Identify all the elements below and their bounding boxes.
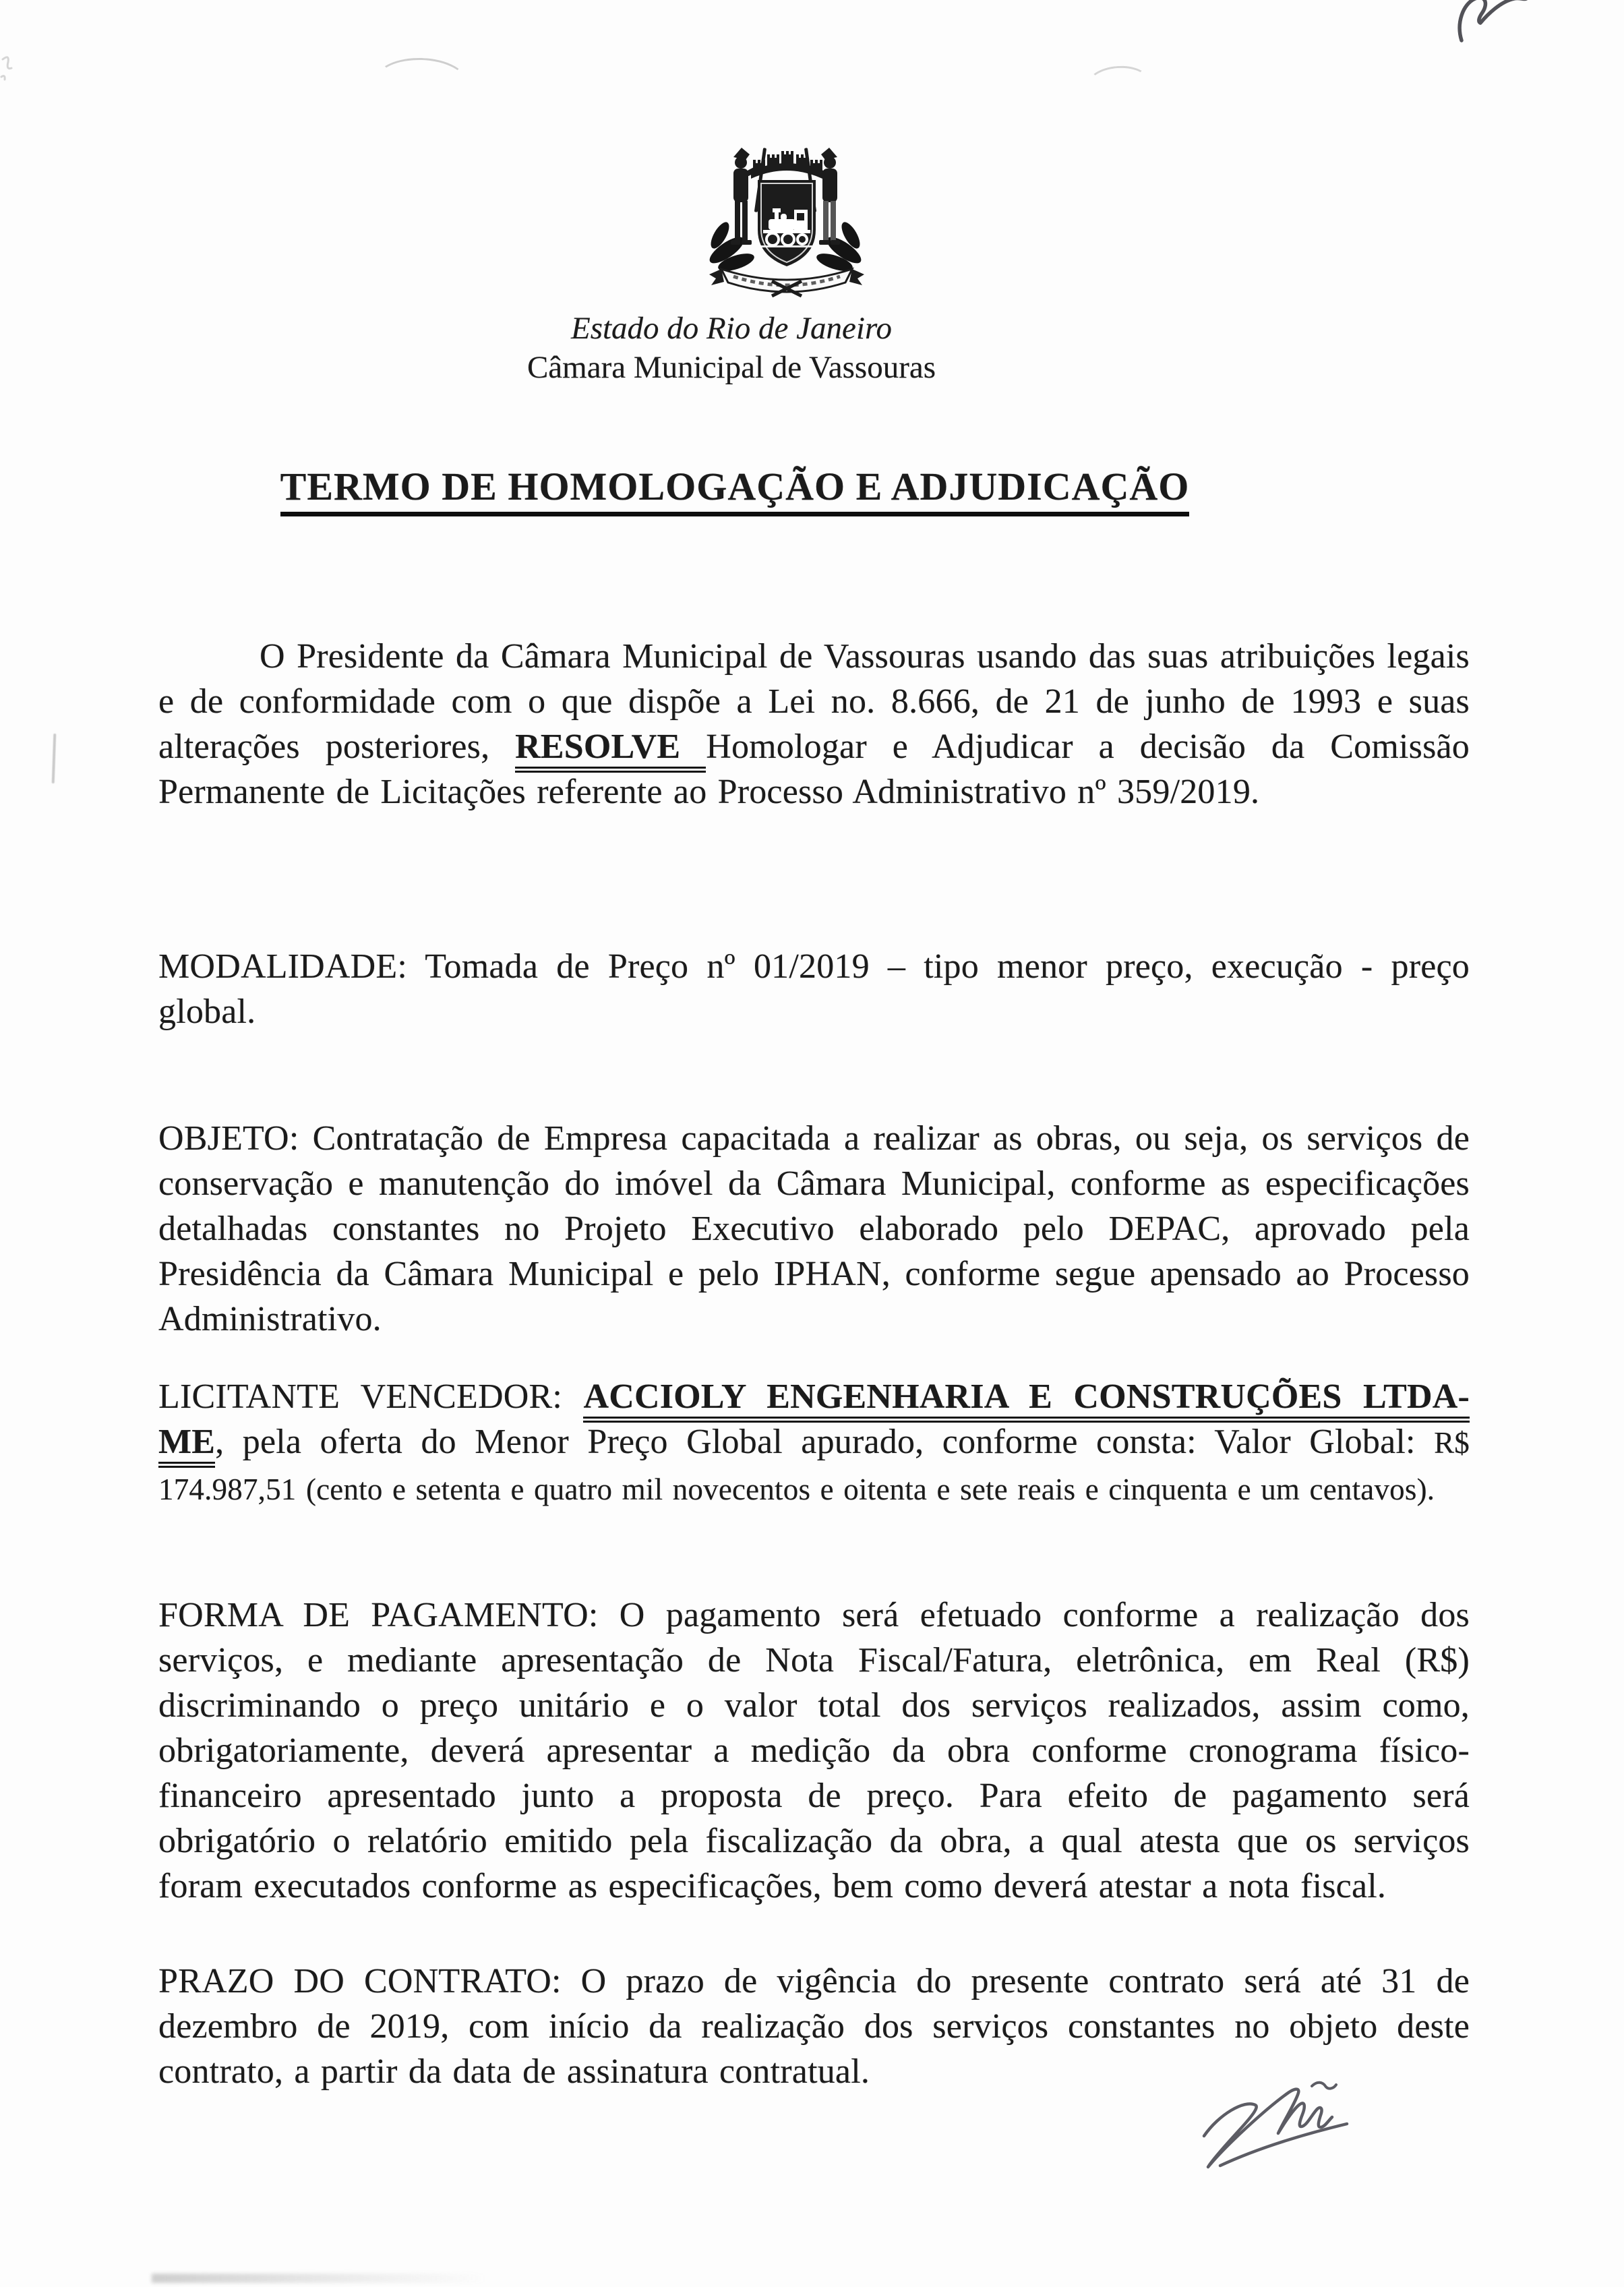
crest-laurel-right bbox=[814, 219, 865, 274]
pen-scribble-icon bbox=[1451, 0, 1624, 46]
crest-laurel-left bbox=[706, 219, 756, 274]
municipality-name: Câmara Municipal de Vassouras bbox=[527, 350, 936, 385]
scan-artifact-margin-tick bbox=[52, 734, 57, 783]
global-value: R$ 174.987,51 (cento e setenta e quatro mil novecentos e oitenta e sete reais e cinquenta e um centavos). bbox=[158, 1426, 1470, 1506]
scan-artifact-corner-mark bbox=[0, 51, 27, 92]
scan-artifact-bottom-smudge bbox=[152, 2274, 489, 2283]
licitante-paragraph: LICITANTE VENCEDOR: ACCIOLY ENGENHARIA E CONSTRUÇÕES LTDA-ME, pela oferta do Menor Preço Global apurado, conforme consta: Valor Global: R$ 174.987,51 (cento e setenta e quatro mil novecentos e oitenta e sete reais e cinquenta e um centavos). bbox=[158, 1377, 1470, 1506]
prazo-paragraph: PRAZO DO CONTRATO: O prazo de vigência do presente contrato será até 31 de dezembro de 2019, com início da realização dos serviços constantes no objeto deste contrato, a partir da data de assinatura contratual. bbox=[158, 1962, 1470, 2091]
signature bbox=[1180, 2071, 1362, 2189]
objeto-paragraph: OBJETO: Contratação de Empresa capacitada a realizar as obras, ou seja, os serviços de conservação e manutenção do imóvel da Câmara Municipal, conforme as especificações detalhadas constantes no Projeto Executivo elaborado pelo DEPAC, aprovado pela Presidência da Câmara Municipal e pelo IPHAN, conforme segue apensado ao Processo Administrativo. bbox=[158, 1119, 1470, 1338]
coat-of-arms bbox=[701, 137, 870, 297]
scan-artifact-arc-right bbox=[1087, 64, 1149, 100]
state-name: Estado do Rio de Janeiro bbox=[570, 311, 892, 346]
winner-name: ACCIOLY ENGENHARIA E CONSTRUÇÕES LTDA-ME bbox=[158, 1377, 1470, 1468]
pagamento-paragraph: FORMA DE PAGAMENTO: O pagamento será efetuado conforme a realização dos serviços, e mediante apresentação de Nota Fiscal/Fatura, eletrônica, em Real (R$) discriminando o preço unitário e o valor total dos serviços realizados, assim como, obrigatoriamente, deverá apresentar a medição da obra conforme cronograma físico-financeiro apresentado junto a proposta de preço. Para efeito de pagamento será obrigatório o relatório emitido pela fiscalização da obra, a qual atesta que os serviços foram executados conforme as especificações, bem como deverá atestar a nota fiscal. bbox=[158, 1596, 1470, 1905]
scan-artifact-arc-left bbox=[374, 57, 469, 109]
document-title: TERMO DE HOMOLOGAÇÃO E ADJUDICAÇÃO bbox=[0, 464, 1470, 509]
resolve-emphasis: RESOLVE bbox=[515, 727, 706, 773]
crest-crown bbox=[751, 151, 822, 179]
intro-paragraph: O Presidente da Câmara Municipal de Vassouras usando das suas atribuições legais e de conformidade com o que dispõe a Lei no. 8.666, de 21 de junho de 1993 e suas alterações posteriores, RESOLVE Homologar e Adjudicar a decisão da Comissão Permanente de Licitações referente ao Processo Administrativo nº 359/2019. bbox=[158, 637, 1470, 811]
letterhead bbox=[0, 309, 1463, 387]
modalidade-paragraph: MODALIDADE: Tomada de Preço nº 01/2019 – tipo menor preço, execução - preço global. bbox=[158, 947, 1470, 1031]
